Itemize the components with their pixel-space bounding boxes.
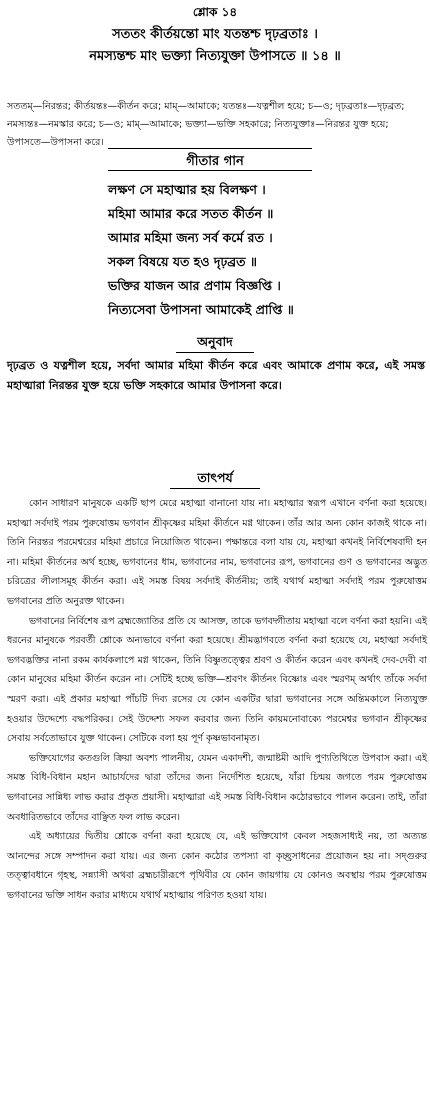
divider xyxy=(108,170,312,171)
purport-paragraph: ভক্তিযোগের কতগুলি ক্রিয়া অবশ্য পালনীয়, যেমন একাদশী, জন্মাষ্টমী আদি পুণ্যতিথিতে উপবাস করা। এই সমস্ত বিধি-বিধান মহান আচার্যদের দ্বারা তাঁদের জন্য নির্দেশিত হয়েছে, যাঁরা চিন্ময় জগতে পরম পুরুষোত্তম ভগবানের সান্নিধ্য লাভ করার প্রকৃত প্রয়াসী। মহাত্মারা এই সমস্ত বিধি-বিধান কঠোরভাবে পালন করেন। তাই, তাঁরা অবধারিতভাবে তাঁদের বাঞ্ছিত ফল লাভ করেন। xyxy=(7,752,427,823)
purport-paragraph: ভগবানের নির্বিশেষ রূপ ব্রহ্মজ্যোতির প্রতি যে আসক্ত, তাকে ভগবদ্গীতায় মহাত্মা বলে বর্ণনা করা হয়নি। এই ধরনের মানুষকে পরবর্তী শ্লোকে অন্যভাবে বর্ণনা করা হয়েছে। শ্রীমদ্ভাগবতে বর্ণনা করা হয়েছে যে, মহাত্মা সর্বদাই ভগবদ্ভক্তির নানা রকম কার্যকলাপে মগ্ন থাকেন, তিনি বিষ্ণুতত্ত্বের শ্রবণ ও কীর্তন করেন এবং কখনই দেব-দেবী বা কোন মানুষের মহিমা কীর্তন করেন না। সেটিই হচ্ছে ভক্তি—শ্রবণং কীর্তনং বিষ্ণোঃ এবং স্মরণম্ অর্থাৎ তাঁকে সর্বদা স্মরণ করা। এই প্রকার মহাত্মা পাঁচটি দিব্য রসের যে কোন একটির দ্বারা ভগবানের সঙ্গে অন্তিমকালে নিত্যযুক্ত হওয়ার উদ্দেশ্যে বদ্ধপরিকর। সেই উদ্দেশ্য সফল করবার জন্য তিনি কায়মনোবাক্যে পরমেশ্বর ভগবান শ্রীকৃষ্ণের সেবায় সর্বতোভাবে যুক্ত থাকেন। সেটিকে বলা হয় পূর্ণ কৃষ্ণভাবনামৃত। xyxy=(7,615,427,745)
song-title: গীতার গান xyxy=(186,154,244,169)
song-line: সকল বিষয়ে যত হও দৃঢ়ব্রত ॥ xyxy=(108,254,257,269)
song-verse xyxy=(108,178,428,322)
divider xyxy=(108,148,312,149)
divider xyxy=(170,488,260,489)
verse-line: সততং কীর্তয়ন্তো মাং যতন্তশ্চ দৃঢ়ব্রতাঃ । xyxy=(112,27,318,42)
translation-text: দৃঢ়ব্রত ও যত্নশীল হয়ে, সর্বদা আমার মহিমা কীর্তন করে এবং আমাকে প্রণাম করে, এই সমস্ত মহাত্মারা নিরন্তর যুক্ত হয়ে ভক্তি সহকারে আমার উপাসনা করে। xyxy=(7,359,425,392)
purport-body xyxy=(7,494,427,905)
song-line: নিত্যসেবা উপাসনা আমাকেই প্রাপ্তি ॥ xyxy=(108,302,294,317)
purport-paragraph: এই অধ্যায়ের দ্বিতীয় শ্লোকে বর্ণনা করা হয়েছে যে, এই ভক্তিযোগ কেবল সহজসাধ্যই নয়, তা অত্যন্ত আনন্দের সঙ্গে সম্পাদন করা যায়। এর জন্য কোন কঠোর তপস্যা বা কৃচ্ছ্রসাধনের প্রয়োজন হয় না। সদ্গুরুর তত্ত্বাবধানে গৃহস্থ, সন্ন্যাসী অথবা ব্রহ্মচারীরূপে পৃথিবীর যে কোন জায়গায় যে কোনও অবস্থায় পরম পুরুষোত্তম ভগবানের ভক্তি সাধন করার মাধ্যমে যথার্থ মহাত্মায় পরিণত হওয়া যায়। xyxy=(7,831,427,901)
synonyms: সততম্—নিরন্তর; কীর্তয়ন্তঃ—কীর্তন করে; মাম্—আমাকে; যতন্তঃ—যত্নশীল হয়ে; চ—ও; দৃঢ়ব্রতাঃ—দৃঢ়ব্রত; নমস্যন্তঃ—নমস্কার করে; চ—ও; মাম্—আমাকে; ভক্ত্যা—ভক্তি সহকারে; নিত্যযুক্তাঃ—নিরন্তর যুক্ত হয়ে; উপাসতে—উপাসনা করে। xyxy=(7,101,405,148)
song-line: আমার মহিমা জন্য সর্ব কর্মে রত । xyxy=(108,230,273,245)
divider xyxy=(176,352,254,353)
song-line: ভক্তির যাজন আর প্রণাম বিজ্ঞপ্তি । xyxy=(108,278,281,293)
verse-number: শ্লোক ১৪ xyxy=(192,5,238,19)
translation-title: অনুবাদ xyxy=(197,334,233,349)
song-line: লক্ষণ সে মহাত্মার হয় বিলক্ষণ । xyxy=(108,182,266,197)
purport-title: তাৎপর্য xyxy=(197,470,233,485)
verse-text xyxy=(0,24,430,68)
purport-paragraph: কোন সাধারণ মানুষকে একটি ছাপ মেরে মহাত্মা বানানো যায় না। মহাত্মার স্বরূপ এখানে বর্ণনা করা হয়েছে। মহাত্মা সর্বদাই পরম পুরুষোত্তম ভগবান শ্রীকৃষ্ণের মহিমা কীর্তনে মগ্ন থাকেন। তাঁর আর অন্য কোন কাজই থাকে না। তিনি নিরন্তর পরমেশ্বরের মহিমা প্রচারে নিয়োজিত থাকেন। পক্ষান্তরে বলা যায় যে, মহাত্মা কখনই নির্বিশেষবাদী হন না। মহিমা কীর্তনের অর্থ হচ্ছে, ভগবানের ধাম, ভগবানের নাম, ভগবানের রূপ, ভগবানের গুণ ও ভগবানের অদ্ভুত চরিত্রের লীলাসমূহ কীর্তন করা। এই সমস্ত বিষয় সর্বদাই কীর্তনীয়; তাই যথার্থ মহাত্মা সর্বদাই পরম পুরুষোত্তম ভগবানের প্রতি অনুরক্ত থাকেন। xyxy=(7,498,427,607)
verse-line: নমস্যন্তশ্চ মাং ভক্ত্যা নিত্যযুক্তা উপাসতে ॥ ১৪ ॥ xyxy=(89,49,341,64)
song-line: মহিমা আমার করে সতত কীর্তন ॥ xyxy=(108,206,274,221)
